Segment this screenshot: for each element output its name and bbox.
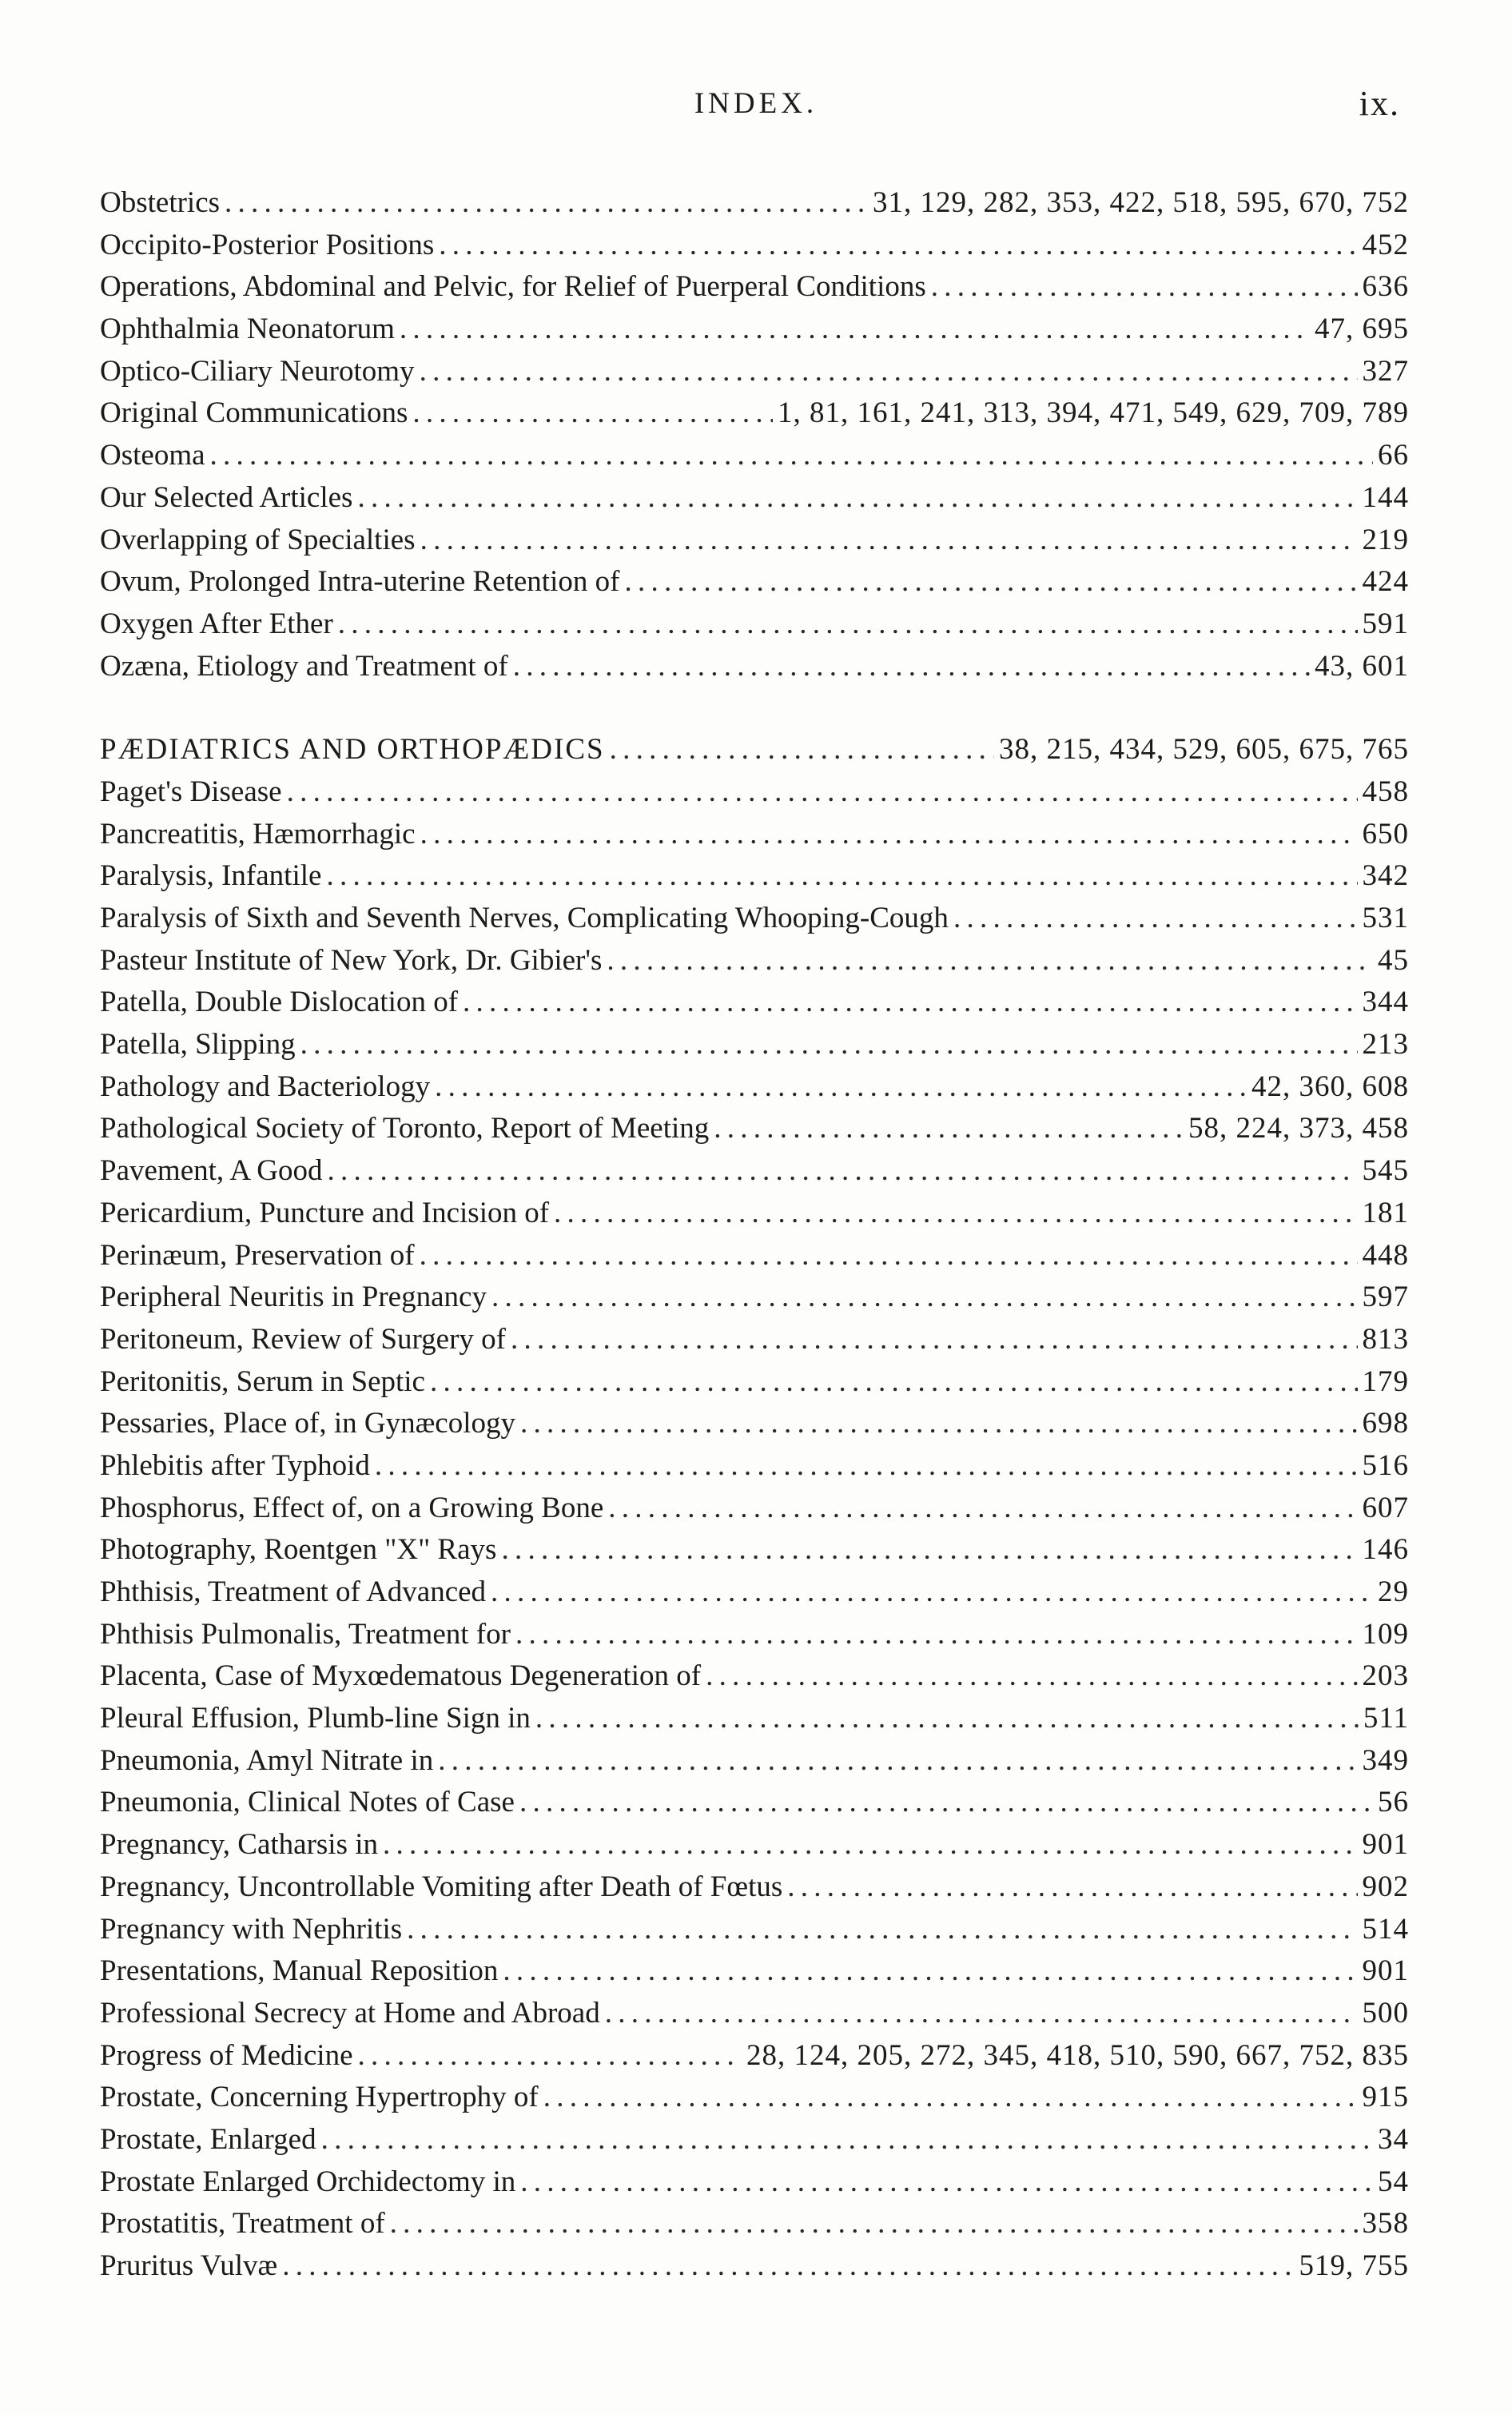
index-entry: [100, 266, 1409, 309]
entry-page-numbers: 698: [1362, 1407, 1409, 1440]
index-entry: [100, 940, 1409, 982]
entry-page-numbers: 901: [1362, 1954, 1409, 1988]
index-entry: [100, 1740, 1409, 1783]
index-entry: [100, 855, 1409, 898]
entry-term: Patella, Double Dislocation of: [100, 986, 459, 1019]
entry-term: Pathology and Bacteriology: [100, 1070, 431, 1103]
entry-term: Pleural Effusion, Plumb-line Sign in: [100, 1702, 531, 1735]
entry-page-numbers: 109: [1362, 1617, 1409, 1651]
entry-term: Presentations, Manual Reposition: [100, 1954, 499, 1988]
entry-term: Peritoneum, Review of Surgery of: [100, 1322, 506, 1356]
index-entry: [100, 2119, 1409, 2161]
dot-leader: [513, 646, 1310, 687]
index-entry: [100, 351, 1409, 393]
entry-term: Occipito-Posterior Positions: [100, 228, 435, 261]
dot-leader: [463, 982, 1357, 1023]
index-entry: [100, 520, 1409, 562]
entry-term: Patella, Slipping: [100, 1028, 296, 1062]
entry-page-numbers: 813: [1362, 1322, 1409, 1356]
entry-term: Ozæna, Etiology and Treatment of: [100, 649, 508, 683]
dot-leader: [535, 1698, 1359, 1739]
entry-term: Placenta, Case of Myxœdematous Degeneration of: [100, 1659, 702, 1693]
entry-term: Phlebitis after Typhoid: [100, 1448, 370, 1482]
entry-page-numbers: 58, 224, 373, 458: [1188, 1112, 1409, 1145]
entry-page-numbers: 1, 81, 161, 241, 313, 394, 471, 549, 629, 709, 789: [778, 396, 1409, 430]
entry-page-numbers: 28, 124, 205, 272, 345, 418, 510, 590, 667, 752, 835: [746, 2038, 1409, 2072]
entry-page-numbers: 54: [1378, 2165, 1409, 2198]
entry-term: Paralysis of Sixth and Seventh Nerves, Complicating Whooping-Cough: [100, 902, 949, 934]
index-entry: [100, 982, 1409, 1024]
entry-page-numbers: 514: [1362, 1912, 1409, 1946]
dot-leader: [326, 855, 1357, 897]
entry-page-numbers: 915: [1362, 2081, 1409, 2114]
entry-page-numbers: 203: [1362, 1659, 1409, 1693]
index-entry: [100, 898, 1409, 940]
entry-term: Pneumonia, Amyl Nitrate in: [100, 1743, 434, 1777]
entry-page-numbers: 519, 755: [1299, 2249, 1409, 2282]
entry-page-numbers: 901: [1362, 1828, 1409, 1862]
index-entry: [100, 1655, 1409, 1698]
entry-term: Oxygen After Ether: [100, 607, 333, 640]
dot-leader: [543, 2077, 1358, 2118]
entry-page-numbers: 146: [1362, 1533, 1409, 1567]
entry-term: Pneumonia, Clinical Notes of Case: [100, 1786, 515, 1819]
entry-page-numbers: 448: [1362, 1238, 1409, 1272]
index-entry: [100, 1319, 1409, 1361]
dot-leader: [624, 561, 1357, 603]
entry-page-numbers: 29: [1378, 1575, 1409, 1608]
dot-leader: [554, 1193, 1357, 1234]
entry-term: Pericardium, Puncture and Incision of: [100, 1196, 550, 1229]
dot-leader: [610, 729, 994, 771]
entry-term: Pancreatitis, Hæmorrhagic: [100, 817, 416, 850]
index-entry: [100, 1993, 1409, 2035]
index-list: [100, 182, 1409, 2288]
entry-term: Obstetrics: [100, 186, 221, 219]
index-entry: [100, 646, 1409, 688]
entry-term: Optico-Ciliary Neurotomy: [100, 354, 415, 388]
index-entry: [100, 182, 1409, 225]
dot-leader: [338, 604, 1358, 645]
index-entry: [100, 1066, 1409, 1109]
entry-page-numbers: 56: [1378, 1786, 1409, 1819]
entry-term: Pregnancy with Nephritis: [100, 1912, 403, 1946]
entry-page-numbers: 327: [1362, 354, 1409, 388]
entry-page-numbers: 66: [1378, 439, 1409, 472]
entry-term: Ophthalmia Neonatorum: [100, 313, 395, 346]
dot-leader: [607, 940, 1373, 982]
index-entry: [100, 2203, 1409, 2245]
entry-page-numbers: 424: [1362, 565, 1409, 599]
entry-page-numbers: 342: [1362, 859, 1409, 893]
dot-leader: [491, 1571, 1373, 1613]
dot-leader: [358, 2035, 742, 2077]
entry-page-numbers: 511: [1363, 1702, 1409, 1735]
dot-leader: [225, 182, 868, 224]
dot-leader: [407, 1909, 1357, 1950]
entry-page-numbers: 144: [1362, 480, 1409, 514]
dot-leader: [412, 392, 773, 434]
entry-term: Prostate, Enlarged: [100, 2122, 316, 2156]
entry-term: PÆDIATRICS AND ORTHOPÆDICS: [100, 733, 605, 767]
entry-page-numbers: 591: [1362, 607, 1409, 640]
dot-leader: [608, 1488, 1357, 1529]
entry-page-numbers: 213: [1362, 1028, 1409, 1062]
entry-term: Photography, Roentgen "X" Rays: [100, 1533, 497, 1567]
dot-leader: [953, 898, 1358, 939]
entry-page-numbers: 531: [1362, 902, 1409, 934]
index-entry: [100, 1024, 1409, 1066]
entry-page-numbers: 219: [1362, 523, 1409, 556]
entry-term: Pathological Society of Toronto, Report of Meeting: [100, 1112, 710, 1145]
dot-leader: [605, 1993, 1358, 2034]
dot-leader: [420, 814, 1358, 855]
dot-leader: [321, 2119, 1373, 2161]
dot-leader: [420, 1235, 1358, 1277]
dot-leader: [714, 1108, 1184, 1149]
entry-term: Pavement, A Good: [100, 1154, 323, 1188]
index-entry: [100, 1866, 1409, 1909]
entry-page-numbers: 516: [1362, 1448, 1409, 1482]
dot-leader: [511, 1319, 1358, 1360]
entry-page-numbers: 458: [1362, 775, 1409, 808]
index-entry: [100, 1698, 1409, 1740]
entry-term: Paralysis, Infantile: [100, 859, 322, 893]
index-entry: [100, 1488, 1409, 1530]
entry-page-numbers: 344: [1362, 986, 1409, 1019]
dot-leader: [328, 1150, 1358, 1192]
entry-term: Our Selected Articles: [100, 480, 353, 514]
dot-leader: [435, 1066, 1247, 1108]
entry-page-numbers: 179: [1362, 1364, 1409, 1398]
dot-leader: [400, 309, 1310, 350]
entry-term: Perinæum, Preservation of: [100, 1238, 415, 1272]
index-entry: [100, 814, 1409, 856]
entry-page-numbers: 349: [1362, 1743, 1409, 1777]
index-entry: [100, 1909, 1409, 1951]
entry-term: Phthisis Pulmonalis, Treatment for: [100, 1617, 511, 1651]
dot-leader: [439, 225, 1357, 266]
index-entry: [100, 1403, 1409, 1445]
entry-page-numbers: 38, 215, 434, 529, 605, 675, 765: [999, 733, 1409, 767]
index-entry: [100, 1614, 1409, 1656]
entry-page-numbers: 42, 360, 608: [1251, 1070, 1409, 1103]
index-entry: [100, 392, 1409, 435]
entry-term: Peritonitis, Serum in Septic: [100, 1364, 425, 1398]
entry-term: Professional Secrecy at Home and Abroad: [100, 1996, 600, 2030]
dot-leader: [503, 1950, 1357, 1992]
entry-page-numbers: 452: [1362, 228, 1409, 261]
dot-leader: [520, 2161, 1373, 2203]
dot-leader: [438, 1740, 1357, 1782]
index-entry: [100, 477, 1409, 520]
page-title: INDEX.: [694, 87, 818, 120]
index-entry: [100, 1235, 1409, 1277]
entry-term: Peripheral Neuritis in Pregnancy: [100, 1281, 487, 1314]
entry-term: Ovum, Prolonged Intra-uterine Retention of: [100, 565, 620, 599]
index-entry: [100, 1529, 1409, 1571]
entry-term: Prostate Enlarged Orchidectomy in: [100, 2165, 516, 2198]
index-entry: [100, 604, 1409, 646]
dot-leader: [420, 351, 1358, 392]
dot-leader: [210, 435, 1373, 476]
entry-term: Paget's Disease: [100, 775, 282, 808]
index-entry: [100, 2245, 1409, 2288]
index-entry: [100, 225, 1409, 267]
entry-page-numbers: 34: [1378, 2122, 1409, 2156]
index-entry: [100, 1277, 1409, 1319]
entry-term: Pessaries, Place of, in Gynæcology: [100, 1407, 515, 1440]
section-heading-entry: [100, 729, 1409, 771]
entry-term: Progress of Medicine: [100, 2038, 353, 2072]
entry-page-numbers: 597: [1362, 1281, 1409, 1314]
entry-page-numbers: 47, 695: [1315, 313, 1409, 346]
index-entry: [100, 2077, 1409, 2119]
page-number: ix.: [1359, 84, 1400, 123]
entry-page-numbers: 607: [1362, 1491, 1409, 1524]
dot-leader: [383, 1824, 1358, 1866]
entry-term: Pruritus Vulvæ: [100, 2249, 278, 2282]
dot-leader: [520, 1403, 1358, 1444]
entry-term: Pasteur Institute of New York, Dr. Gibier's: [100, 943, 603, 977]
page-header: [0, 80, 1512, 136]
entry-term: Phosphorus, Effect of, on a Growing Bone: [100, 1491, 604, 1524]
index-entry: [100, 2161, 1409, 2204]
dot-leader: [300, 1024, 1358, 1066]
entry-page-numbers: 181: [1362, 1196, 1409, 1229]
dot-leader: [519, 1782, 1373, 1823]
entry-term: Osteoma: [100, 439, 205, 472]
index-entry: [100, 1361, 1409, 1404]
entry-term: Phthisis, Treatment of Advanced: [100, 1575, 487, 1608]
entry-term: Original Communications: [100, 396, 408, 430]
entry-page-numbers: 31, 129, 282, 353, 422, 518, 595, 670, 752: [873, 186, 1409, 219]
dot-leader: [282, 2245, 1294, 2287]
entry-page-numbers: 902: [1362, 1870, 1409, 1903]
entry-page-numbers: 650: [1362, 817, 1409, 850]
entry-term: Pregnancy, Uncontrollable Vomiting after Death of Fœtus: [100, 1870, 783, 1903]
entry-term: Prostate, Concerning Hypertrophy of: [100, 2081, 539, 2114]
entry-page-numbers: 43, 601: [1315, 649, 1409, 683]
dot-leader: [420, 520, 1358, 561]
index-entry: [100, 1950, 1409, 1993]
dot-leader: [287, 771, 1358, 813]
entry-term: Operations, Abdominal and Pelvic, for Relief of Puerperal Conditions: [100, 270, 926, 304]
dot-leader: [706, 1655, 1357, 1697]
entry-page-numbers: 636: [1362, 270, 1409, 304]
entry-term: Prostatitis, Treatment of: [100, 2207, 385, 2241]
index-entry: [100, 435, 1409, 477]
index-entry: [100, 1150, 1409, 1193]
index-entry: [100, 771, 1409, 814]
dot-leader: [787, 1866, 1357, 1908]
index-entry: [100, 1571, 1409, 1614]
dot-leader: [501, 1529, 1357, 1571]
entry-page-numbers: 358: [1362, 2207, 1409, 2241]
index-entry: [100, 1782, 1409, 1824]
index-entry: [100, 1824, 1409, 1866]
entry-page-numbers: 545: [1362, 1154, 1409, 1188]
dot-leader: [931, 266, 1358, 308]
index-entry: [100, 561, 1409, 604]
dot-leader: [390, 2203, 1358, 2245]
entry-term: Pregnancy, Catharsis in: [100, 1828, 378, 1862]
dot-leader: [357, 477, 1357, 519]
entry-page-numbers: 500: [1362, 1996, 1409, 2030]
dot-leader: [375, 1445, 1358, 1487]
index-entry: [100, 1108, 1409, 1150]
dot-leader: [491, 1277, 1358, 1318]
index-entry: [100, 1445, 1409, 1488]
index-entry: [100, 1193, 1409, 1235]
entry-page-numbers: 45: [1378, 943, 1409, 977]
entry-term: Overlapping of Specialties: [100, 523, 416, 556]
index-entry: [100, 309, 1409, 351]
dot-leader: [515, 1614, 1358, 1655]
dot-leader: [430, 1361, 1358, 1403]
index-entry: [100, 2035, 1409, 2077]
